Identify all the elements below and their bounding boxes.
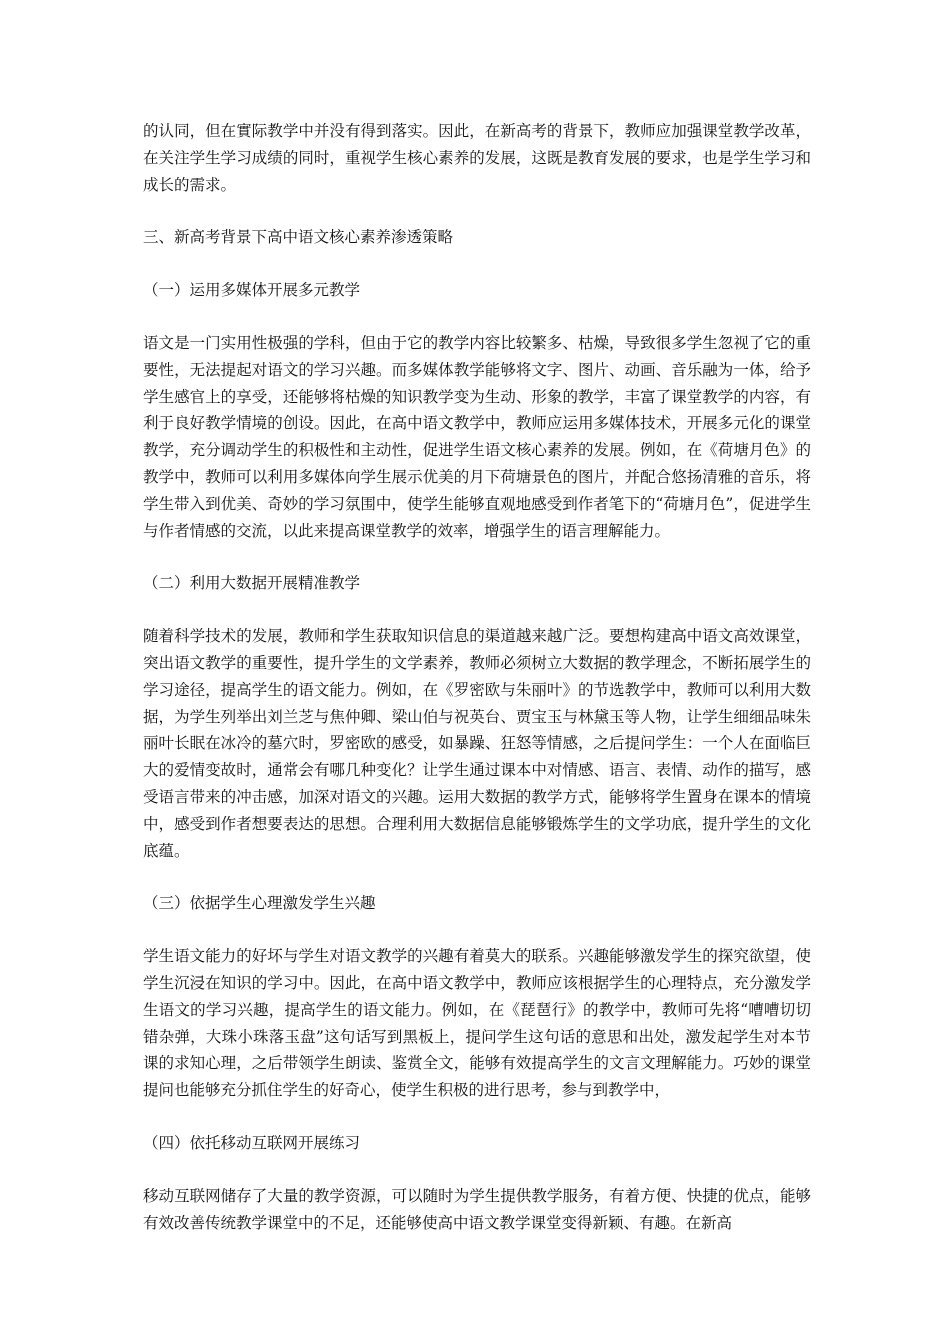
paragraph-psychology: 学生语文能力的好坏与学生对语文教学的兴趣有着莫大的联系。兴趣能够激发学生的探究欲望，使学生沉浸在知识的学习中。因此，在高中语文教学中，教师应该根据学生的心理特点，充分激发学生语文的学习兴趣，提高学生的语文能力。例如，在《琵琶行》的教学中，教师可先将“嘈嘈切切错杂弹，大珠小珠落玉盘”这句话写到黑板上，提问学生这句话的意思和出处，激发起学生对本节课的求知心理，之后带领学生朗读、鉴赏全文，能够有效提高学生的文言文理解能力。巧妙的课堂提问也能够充分抓住学生的好奇心，使学生积极的进行思考，参与到教学中， — [143, 947, 811, 1100]
document-page — [143, 118, 811, 1236]
paragraph-multimedia: 语文是一门实用性极强的学科，但由于它的教学内容比较繁多、枯燥，导致很多学生忽视了它的重要性，无法提起对语文的学习兴趣。而多媒体教学能够将文字、图片、动画、音乐融为一体，给予学生感官上的享受，还能够将枯燥的知识教学变为生动、形象的教学，丰富了课堂教学的内容，有利于良好教学情境的创设。因此，在高中语文教学中，教师应运用多媒体技术，开展多元化的课堂教学，充分调动学生的积极性和主动性，促进学生语文核心素养的发展。例如，在《荷塘月色》的教学中，教师可以利用多媒体向学生展示优美的月下荷塘景色的图片，并配合悠扬清雅的音乐，将学生带入到优美、奇妙的学习氛围中，使学生能够直观地感受到作者笔下的“荷塘月色”，促进学生与作者情感的交流，以此来提高课堂教学的效率，增强学生的语言理解能力。 — [143, 333, 811, 540]
subheading-big-data: （二）利用大数据开展精准教学 — [143, 574, 361, 593]
paragraph-big-data: 随着科学技术的发展，教师和学生获取知识信息的渠道越来越广泛。要想构建高中语文高效课堂，突出语文教学的重要性，提升学生的文学素养，教师必须树立大数据的教学理念，不断拓展学生的学习途径，提高学生的语文能力。例如，在《罗密欧与朱丽叶》的节选教学中，教师可以利用大数据，为学生列举出刘兰芝与焦仲卿、梁山伯与祝英台、贾宝玉与林黛玉等人物，让学生细细品味朱丽叶长眠在冰冷的墓穴时，罗密欧的感受，如暴躁、狂怒等情感，之后提问学生：一个人在面临巨大的爱情变故时，通常会有哪几种变化？让学生通过课本中对情感、语言、表情、动作的描写，感受语言带来的冲击感，加深对语文的兴趣。运用大数据的教学方式，能够将学生置身在课本的情境中，感受到作者想要表达的思想。合理利用大数据信息能够锻炼学生的文学功底，提升学生的文化底蕴。 — [143, 627, 811, 860]
subheading-psychology: （三）依据学生心理激发学生兴趣 — [143, 894, 376, 913]
subheading-multimedia: （一）运用多媒体开展多元教学 — [143, 281, 361, 300]
paragraph-intro-continuation: 的认同，但在實际教学中并没有得到落实。因此，在新高考的背景下，教师应加强课堂教学改革，在关注学生学习成绩的同时，重视学生核心素养的发展，这既是教育发展的要求，也是学生学习和成长的需求。 — [143, 122, 811, 194]
section-heading-strategies: 三、新高考背景下高中语文核心素养渗透策略 — [143, 228, 454, 247]
subheading-mobile-internet: （四）依托移动互联网开展练习 — [143, 1133, 361, 1152]
paragraph-mobile-internet: 移动互联网储存了大量的教学资源，可以随时为学生提供教学服务，有着方便、快捷的优点，能够有效改善传统教学课堂中的不足，还能够使高中语文教学课堂变得新颖、有趣。在新高 — [143, 1186, 811, 1232]
